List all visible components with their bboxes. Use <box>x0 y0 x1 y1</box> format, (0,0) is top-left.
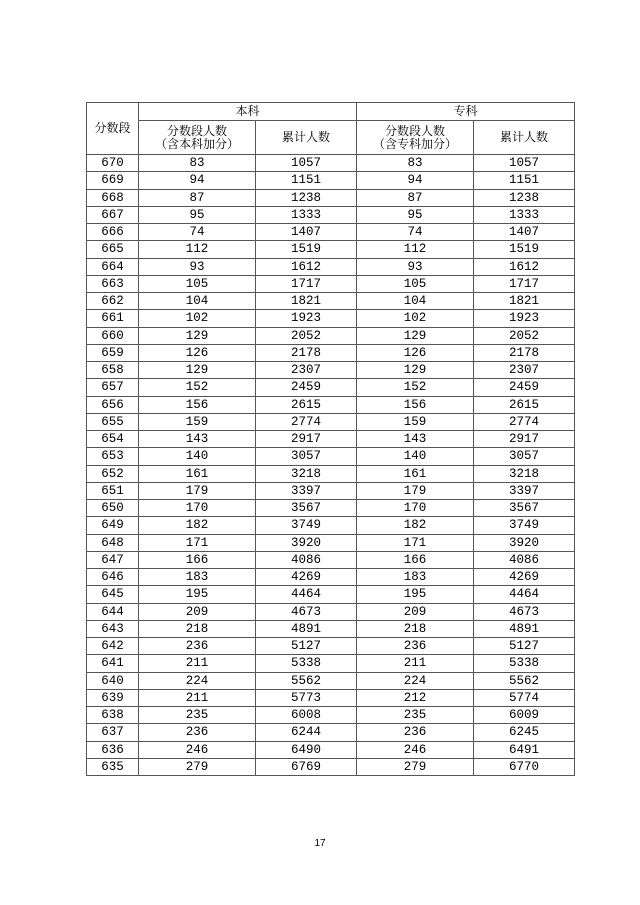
score-band-cell: 656 <box>87 396 139 413</box>
table-row <box>87 344 575 361</box>
zhuanke-cumulative-cell: 1238 <box>474 189 575 206</box>
table-row <box>87 275 575 292</box>
zhuanke-count-cell: 170 <box>357 500 474 517</box>
table-row <box>87 293 575 310</box>
zhuanke-cumulative-cell: 2774 <box>474 413 575 430</box>
table-body <box>87 155 575 776</box>
zhuanke-group-header: 专科 <box>357 103 575 121</box>
table-row <box>87 241 575 258</box>
table-row <box>87 189 575 206</box>
benke-cumulative-cell: 1821 <box>256 293 357 310</box>
benke-cumulative-cell: 1333 <box>256 206 357 223</box>
zhuanke-count-cell: 156 <box>357 396 474 413</box>
benke-count-header-line1: 分数段人数 <box>166 123 227 138</box>
table-row <box>87 569 575 586</box>
zhuanke-count-cell: 152 <box>357 379 474 396</box>
zhuanke-cumulative-cell: 1407 <box>474 224 575 241</box>
zhuanke-cumulative-cell: 4464 <box>474 586 575 603</box>
zhuanke-cumulative-cell: 3567 <box>474 500 575 517</box>
zhuanke-cumulative-cell: 2052 <box>474 327 575 344</box>
score-band-cell: 652 <box>87 465 139 482</box>
benke-cumulative-cell: 6490 <box>256 741 357 758</box>
zhuanke-cumulative-cell: 1821 <box>474 293 575 310</box>
benke-cumulative-cell: 2615 <box>256 396 357 413</box>
table-row <box>87 724 575 741</box>
table-row <box>87 413 575 430</box>
table-row <box>87 172 575 189</box>
header-row-groups <box>87 103 575 121</box>
table-row <box>87 465 575 482</box>
benke-cumulative-cell: 1151 <box>256 172 357 189</box>
benke-cumulative-cell: 2307 <box>256 362 357 379</box>
zhuanke-cumulative-cell: 5774 <box>474 689 575 706</box>
benke-cumulative-cell: 2178 <box>256 344 357 361</box>
benke-cumulative-cell: 6769 <box>256 758 357 775</box>
zhuanke-cumulative-cell: 2178 <box>474 344 575 361</box>
zhuanke-count-cell: 143 <box>357 431 474 448</box>
zhuanke-count-header <box>357 121 474 155</box>
table-row <box>87 707 575 724</box>
table-row <box>87 500 575 517</box>
zhuanke-cumulative-cell: 3397 <box>474 482 575 499</box>
zhuanke-count-cell: 104 <box>357 293 474 310</box>
zhuanke-count-cell: 246 <box>357 741 474 758</box>
benke-count-cell: 236 <box>139 724 256 741</box>
benke-cumulative-cell: 3749 <box>256 517 357 534</box>
benke-count-cell: 235 <box>139 707 256 724</box>
table-row <box>87 482 575 499</box>
benke-count-header <box>139 121 256 155</box>
zhuanke-cumulative-cell: 2615 <box>474 396 575 413</box>
zhuanke-cumulative-cell: 1717 <box>474 275 575 292</box>
benke-count-cell: 159 <box>139 413 256 430</box>
zhuanke-cumulative-cell: 2917 <box>474 431 575 448</box>
score-band-cell: 635 <box>87 758 139 775</box>
zhuanke-count-cell: 95 <box>357 206 474 223</box>
zhuanke-cumulative-cell: 6009 <box>474 707 575 724</box>
benke-cumulative-cell: 1057 <box>256 155 357 172</box>
table-row <box>87 603 575 620</box>
zhuanke-count-cell: 166 <box>357 551 474 568</box>
benke-count-cell: 93 <box>139 258 256 275</box>
zhuanke-cumulative-cell: 3057 <box>474 448 575 465</box>
score-band-cell: 643 <box>87 620 139 637</box>
score-band-cell: 646 <box>87 569 139 586</box>
score-band-cell: 659 <box>87 344 139 361</box>
zhuanke-count-cell: 94 <box>357 172 474 189</box>
zhuanke-cumulative-cell: 5127 <box>474 638 575 655</box>
score-band-cell: 664 <box>87 258 139 275</box>
benke-cumulative-cell: 1519 <box>256 241 357 258</box>
score-band-cell: 650 <box>87 500 139 517</box>
benke-count-cell: 183 <box>139 569 256 586</box>
table-row <box>87 689 575 706</box>
benke-count-cell: 140 <box>139 448 256 465</box>
benke-cumulative-cell: 3567 <box>256 500 357 517</box>
zhuanke-count-header-line1: 分数段人数 <box>385 123 446 138</box>
benke-cumulative-cell: 3397 <box>256 482 357 499</box>
benke-cumulative-cell: 4673 <box>256 603 357 620</box>
zhuanke-count-cell: 235 <box>357 707 474 724</box>
zhuanke-cumulative-cell: 3218 <box>474 465 575 482</box>
score-band-cell: 641 <box>87 655 139 672</box>
benke-cumulative-cell: 4464 <box>256 586 357 603</box>
benke-cumulative-cell: 6244 <box>256 724 357 741</box>
benke-cumulative-cell: 1717 <box>256 275 357 292</box>
benke-count-cell: 126 <box>139 344 256 361</box>
score-band-cell: 670 <box>87 155 139 172</box>
zhuanke-cumulative-header: 累计人数 <box>474 121 575 155</box>
benke-cumulative-cell: 4891 <box>256 620 357 637</box>
zhuanke-cumulative-cell: 2307 <box>474 362 575 379</box>
score-band-cell: 648 <box>87 534 139 551</box>
benke-count-cell: 152 <box>139 379 256 396</box>
benke-cumulative-cell: 1238 <box>256 189 357 206</box>
table-header <box>87 103 575 155</box>
benke-count-cell: 94 <box>139 172 256 189</box>
zhuanke-cumulative-cell: 4673 <box>474 603 575 620</box>
benke-cumulative-cell: 3218 <box>256 465 357 482</box>
benke-count-cell: 95 <box>139 206 256 223</box>
zhuanke-count-cell: 212 <box>357 689 474 706</box>
benke-cumulative-cell: 2917 <box>256 431 357 448</box>
benke-count-cell: 156 <box>139 396 256 413</box>
zhuanke-count-cell: 140 <box>357 448 474 465</box>
zhuanke-cumulative-cell: 3749 <box>474 517 575 534</box>
benke-count-header-line2: （含本科加分） <box>154 136 239 151</box>
zhuanke-count-cell: 279 <box>357 758 474 775</box>
benke-count-cell: 170 <box>139 500 256 517</box>
benke-cumulative-cell: 4086 <box>256 551 357 568</box>
table-row <box>87 551 575 568</box>
benke-count-cell: 211 <box>139 655 256 672</box>
table-row <box>87 586 575 603</box>
benke-cumulative-header: 累计人数 <box>256 121 357 155</box>
score-band-header: 分数段 <box>87 103 139 155</box>
benke-cumulative-cell: 3057 <box>256 448 357 465</box>
benke-count-cell: 171 <box>139 534 256 551</box>
score-distribution-table <box>86 102 575 776</box>
zhuanke-count-cell: 74 <box>357 224 474 241</box>
zhuanke-cumulative-cell: 4891 <box>474 620 575 637</box>
zhuanke-count-cell: 211 <box>357 655 474 672</box>
benke-cumulative-cell: 4269 <box>256 569 357 586</box>
table-row <box>87 155 575 172</box>
benke-count-cell: 224 <box>139 672 256 689</box>
zhuanke-count-cell: 83 <box>357 155 474 172</box>
zhuanke-count-header-line2: （含专科加分） <box>373 136 458 151</box>
benke-count-cell: 195 <box>139 586 256 603</box>
zhuanke-count-cell: 126 <box>357 344 474 361</box>
benke-count-cell: 143 <box>139 431 256 448</box>
zhuanke-cumulative-cell: 1923 <box>474 310 575 327</box>
score-band-cell: 649 <box>87 517 139 534</box>
zhuanke-count-cell: 236 <box>357 638 474 655</box>
score-band-cell: 636 <box>87 741 139 758</box>
benke-count-cell: 166 <box>139 551 256 568</box>
zhuanke-cumulative-cell: 1519 <box>474 241 575 258</box>
score-band-cell: 661 <box>87 310 139 327</box>
table-row <box>87 638 575 655</box>
benke-cumulative-cell: 2774 <box>256 413 357 430</box>
zhuanke-count-cell: 161 <box>357 465 474 482</box>
score-band-cell: 640 <box>87 672 139 689</box>
zhuanke-count-cell: 236 <box>357 724 474 741</box>
zhuanke-count-cell: 129 <box>357 362 474 379</box>
table-row <box>87 362 575 379</box>
benke-count-cell: 129 <box>139 327 256 344</box>
zhuanke-count-cell: 87 <box>357 189 474 206</box>
benke-count-cell: 83 <box>139 155 256 172</box>
table-row <box>87 672 575 689</box>
benke-cumulative-cell: 2459 <box>256 379 357 396</box>
page-number: 17 <box>314 838 326 849</box>
zhuanke-count-cell: 105 <box>357 275 474 292</box>
score-band-cell: 639 <box>87 689 139 706</box>
zhuanke-cumulative-cell: 3920 <box>474 534 575 551</box>
score-band-cell: 660 <box>87 327 139 344</box>
benke-count-cell: 104 <box>139 293 256 310</box>
score-band-cell: 663 <box>87 275 139 292</box>
score-band-cell: 645 <box>87 586 139 603</box>
zhuanke-count-cell: 102 <box>357 310 474 327</box>
zhuanke-cumulative-cell: 6245 <box>474 724 575 741</box>
score-band-cell: 657 <box>87 379 139 396</box>
zhuanke-count-cell: 93 <box>357 258 474 275</box>
zhuanke-cumulative-cell: 2459 <box>474 379 575 396</box>
zhuanke-cumulative-cell: 5338 <box>474 655 575 672</box>
score-band-cell: 655 <box>87 413 139 430</box>
benke-cumulative-cell: 2052 <box>256 327 357 344</box>
benke-cumulative-cell: 1612 <box>256 258 357 275</box>
score-band-cell: 647 <box>87 551 139 568</box>
zhuanke-cumulative-cell: 4086 <box>474 551 575 568</box>
benke-count-cell: 246 <box>139 741 256 758</box>
benke-count-cell: 279 <box>139 758 256 775</box>
benke-cumulative-cell: 6008 <box>256 707 357 724</box>
zhuanke-count-cell: 209 <box>357 603 474 620</box>
table-row <box>87 258 575 275</box>
score-band-cell: 666 <box>87 224 139 241</box>
score-band-cell: 638 <box>87 707 139 724</box>
zhuanke-count-cell: 224 <box>357 672 474 689</box>
table-row <box>87 448 575 465</box>
table-row <box>87 379 575 396</box>
header-row-columns <box>87 121 575 155</box>
table-row <box>87 327 575 344</box>
benke-count-cell: 209 <box>139 603 256 620</box>
benke-count-cell: 105 <box>139 275 256 292</box>
score-band-cell: 644 <box>87 603 139 620</box>
benke-count-cell: 102 <box>139 310 256 327</box>
table-row <box>87 741 575 758</box>
benke-count-cell: 161 <box>139 465 256 482</box>
zhuanke-cumulative-cell: 6770 <box>474 758 575 775</box>
score-band-cell: 665 <box>87 241 139 258</box>
table-row <box>87 620 575 637</box>
table-row <box>87 310 575 327</box>
score-band-cell: 667 <box>87 206 139 223</box>
benke-count-cell: 74 <box>139 224 256 241</box>
score-band-cell: 658 <box>87 362 139 379</box>
benke-group-header: 本科 <box>139 103 357 121</box>
zhuanke-count-cell: 195 <box>357 586 474 603</box>
benke-cumulative-cell: 3920 <box>256 534 357 551</box>
score-band-cell: 637 <box>87 724 139 741</box>
zhuanke-count-cell: 112 <box>357 241 474 258</box>
zhuanke-count-cell: 183 <box>357 569 474 586</box>
zhuanke-cumulative-cell: 1057 <box>474 155 575 172</box>
benke-count-cell: 179 <box>139 482 256 499</box>
zhuanke-count-cell: 182 <box>357 517 474 534</box>
score-band-cell: 651 <box>87 482 139 499</box>
score-band-cell: 662 <box>87 293 139 310</box>
table-row <box>87 655 575 672</box>
benke-count-cell: 112 <box>139 241 256 258</box>
table-row <box>87 206 575 223</box>
table-row <box>87 517 575 534</box>
benke-cumulative-cell: 5127 <box>256 638 357 655</box>
benke-count-cell: 129 <box>139 362 256 379</box>
benke-count-cell: 236 <box>139 638 256 655</box>
zhuanke-cumulative-cell: 1612 <box>474 258 575 275</box>
zhuanke-cumulative-cell: 4269 <box>474 569 575 586</box>
benke-count-cell: 211 <box>139 689 256 706</box>
score-band-cell: 653 <box>87 448 139 465</box>
zhuanke-count-cell: 129 <box>357 327 474 344</box>
score-band-cell: 668 <box>87 189 139 206</box>
benke-cumulative-cell: 1923 <box>256 310 357 327</box>
score-band-cell: 669 <box>87 172 139 189</box>
benke-count-cell: 87 <box>139 189 256 206</box>
benke-count-cell: 182 <box>139 517 256 534</box>
benke-cumulative-cell: 5338 <box>256 655 357 672</box>
zhuanke-cumulative-cell: 6491 <box>474 741 575 758</box>
table-row <box>87 396 575 413</box>
table-row <box>87 431 575 448</box>
zhuanke-cumulative-cell: 1333 <box>474 206 575 223</box>
benke-count-cell: 218 <box>139 620 256 637</box>
zhuanke-cumulative-cell: 5562 <box>474 672 575 689</box>
table-row <box>87 758 575 775</box>
score-band-cell: 642 <box>87 638 139 655</box>
zhuanke-cumulative-cell: 1151 <box>474 172 575 189</box>
score-band-cell: 654 <box>87 431 139 448</box>
table-row <box>87 224 575 241</box>
zhuanke-count-cell: 159 <box>357 413 474 430</box>
benke-cumulative-cell: 1407 <box>256 224 357 241</box>
zhuanke-count-cell: 218 <box>357 620 474 637</box>
zhuanke-count-cell: 179 <box>357 482 474 499</box>
benke-cumulative-cell: 5773 <box>256 689 357 706</box>
zhuanke-count-cell: 171 <box>357 534 474 551</box>
table-row <box>87 534 575 551</box>
benke-cumulative-cell: 5562 <box>256 672 357 689</box>
